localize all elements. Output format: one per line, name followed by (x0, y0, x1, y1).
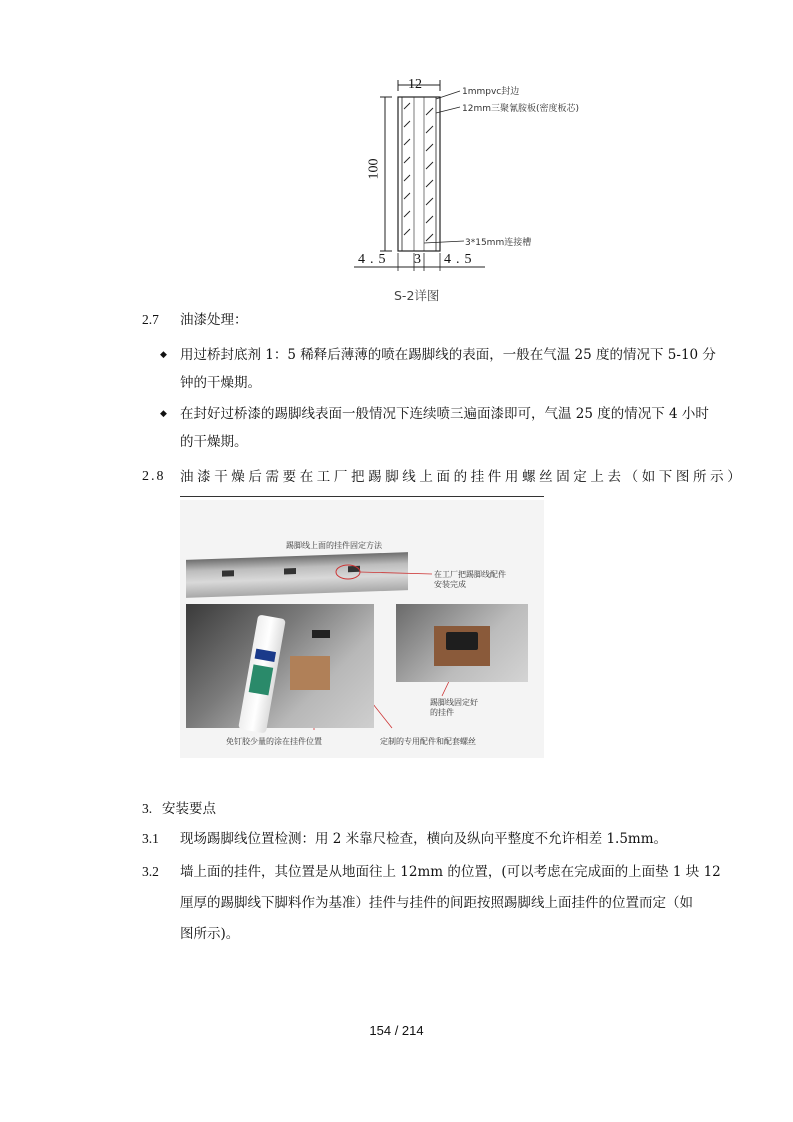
diamond-bullet-icon: ◆ (160, 409, 167, 419)
dim-bottom-mid: 3 (414, 252, 421, 267)
dim-top: 12 (408, 77, 422, 92)
sec27-bullet2-line1: 在封好过桥漆的踢脚线表面一般情况下连续喷三遍面漆即可，气温 25 度的情况下 4 小时 (180, 406, 709, 422)
glue-tube-icon (238, 614, 286, 733)
sec3-number: 3. (142, 801, 153, 816)
sec31-number: 3.1 (142, 831, 159, 846)
diamond-bullet-icon: ◆ (160, 350, 167, 360)
sec32-number: 3.2 (142, 864, 159, 879)
sec32-line2: 厘厚的踢脚线下脚料作为基准）挂件与挂件的间距按照踢脚线上面挂件的位置而定（如 (180, 895, 693, 911)
page-number: 154 / 214 (369, 1023, 424, 1038)
note-glue: 免钉胶少量的涂在挂件位置 (226, 737, 322, 746)
dim-side: 100 (366, 158, 382, 180)
note-parts: 定制的专用配件和配套螺丝 (380, 737, 476, 746)
note-fixed-hanger: 踢脚线固定好 的挂件 (430, 698, 478, 717)
note-factory: 在工厂把踢脚线配件 安装完成 (434, 570, 506, 589)
drawing-caption: S-2详图 (394, 288, 440, 303)
sec27-bullet1-line2: 钟的干燥期。 (180, 375, 261, 391)
section-drawing (340, 75, 580, 305)
hanger-photo (396, 604, 528, 682)
sec27-number: 2.7 (142, 312, 159, 327)
figure-title: 踢脚线上面的挂件固定方法 (286, 541, 382, 550)
dim-bottom-left: 4.5 (358, 252, 391, 267)
sec27-bullet2-line2: 的干燥期。 (180, 434, 248, 450)
sec32-line3: 图所示)。 (180, 926, 240, 942)
sec31-text: 现场踢脚线位置检测：用 2 米靠尺检查，横向及纵向平整度不允许相差 1.5mm。 (180, 831, 668, 847)
sec32-line1: 墙上面的挂件，其位置是从地面往上 12mm 的位置，(可以考虑在完成面的上面垫 1 块 12 (180, 864, 721, 880)
glue-photo (186, 604, 374, 728)
divider (180, 496, 544, 497)
label-slot: 3*15mm连接槽 (465, 238, 532, 248)
sec3-title: 安装要点 (162, 801, 216, 817)
sec28-text: 油漆干燥后需要在工厂把踢脚线上面的挂件用螺丝固定上去（如下图所示） (180, 469, 745, 485)
label-edge: 1mmpvc封边 (462, 87, 520, 97)
dim-bottom-right: 4.5 (444, 252, 477, 267)
sec28-number: 2.8 (142, 469, 166, 484)
installation-figure (180, 500, 544, 758)
label-board: 12mm三聚氰胺板(密度板芯) (462, 104, 580, 114)
sec27-bullet1-line1: 用过桥封底剂 1：5 稀释后薄薄的喷在踢脚线的表面，一般在气温 25 度的情况下 5-10 分 (180, 347, 716, 363)
sec27-title: 油漆处理： (180, 312, 248, 328)
